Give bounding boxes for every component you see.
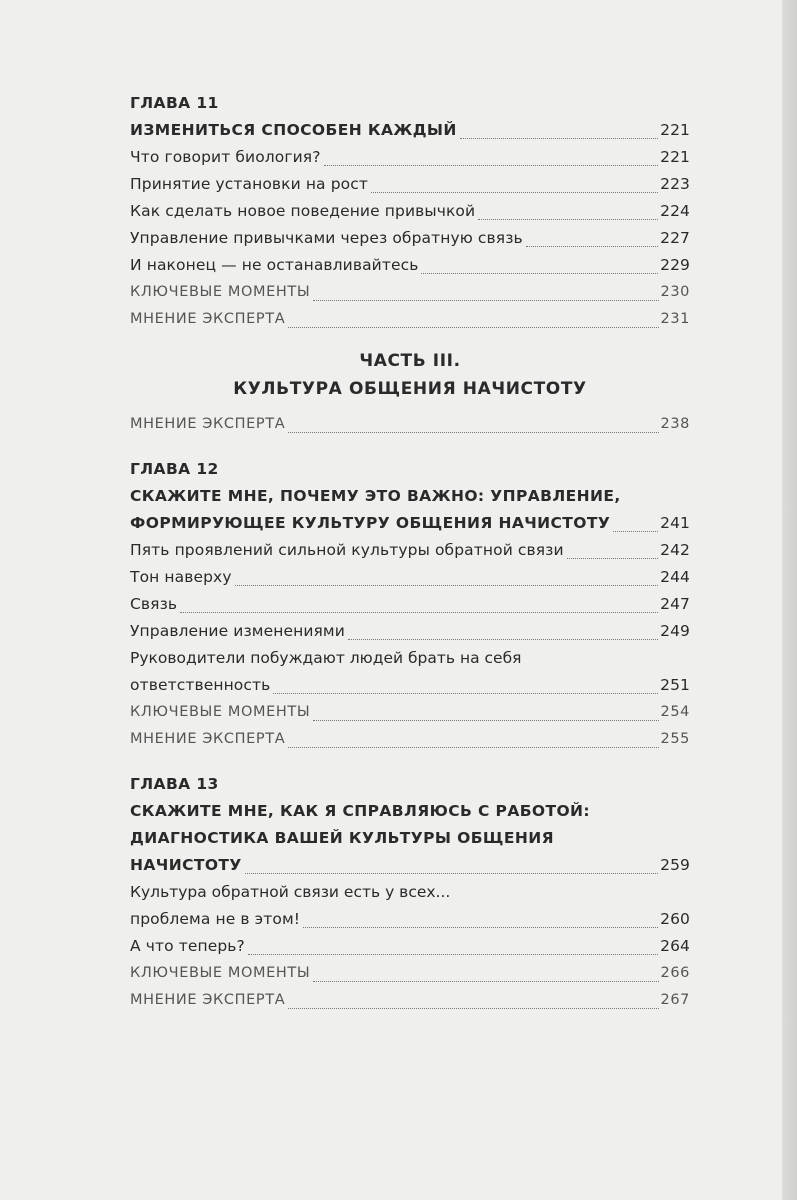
page-number: 247 (660, 595, 690, 613)
dot-leader (273, 693, 658, 694)
dot-leader (313, 981, 658, 982)
dot-leader (348, 639, 658, 640)
page-number: 221 (660, 121, 690, 139)
page-number: 227 (660, 229, 690, 247)
toc-expert-opinion[interactable] (130, 411, 690, 438)
dot-leader (313, 300, 658, 301)
page-number: 251 (660, 676, 690, 694)
toc-entry-text: МНЕНИЕ ЭКСПЕРТА (130, 416, 286, 432)
toc-chapter-title-line[interactable]: СКАЖИТЕ МНЕ, КАК Я СПРАВЛЯЮСЬ С РАБОТОЙ: (130, 802, 591, 820)
dot-leader (288, 747, 658, 748)
page-number: 259 (660, 856, 690, 874)
toc-expert-opinion[interactable] (130, 726, 690, 753)
toc-title-text: ИЗМЕНИТЬСЯ СПОСОБЕН КАЖДЫЙ (130, 121, 457, 139)
chapter-label: ГЛАВА 13 (130, 775, 219, 793)
toc-entry-text: МНЕНИЕ ЭКСПЕРТА (130, 731, 286, 747)
page-number: 242 (660, 541, 690, 559)
page-number: 238 (660, 416, 690, 432)
toc-entry-text: Управление изменениями (130, 622, 345, 640)
toc-entry[interactable] (130, 618, 690, 645)
toc-entry-text: МНЕНИЕ ЭКСПЕРТА (130, 992, 286, 1008)
table-of-contents (130, 90, 690, 1014)
toc-expert-opinion[interactable] (130, 306, 690, 333)
page-number: 264 (660, 937, 690, 955)
toc-entry-text: Пять проявлений сильной культуры обратной связи (130, 541, 564, 559)
toc-chapter-title[interactable] (130, 117, 690, 144)
toc-entry-text: А что теперь? (130, 937, 245, 955)
page-edge (782, 0, 797, 1200)
toc-entry[interactable] (130, 591, 690, 618)
toc-chapter-title[interactable] (130, 852, 690, 879)
chapter-label: ГЛАВА 11 (130, 94, 219, 112)
toc-entry[interactable] (130, 252, 690, 279)
toc-entry-text: Принятие установки на рост (130, 175, 368, 193)
dot-leader (371, 192, 658, 193)
page-number: 223 (660, 175, 690, 193)
toc-entry-text: Тон наверху (130, 568, 232, 586)
toc-entry[interactable] (130, 171, 690, 198)
toc-key-points[interactable] (130, 699, 690, 726)
page-number: 221 (660, 148, 690, 166)
toc-title-text: НАЧИСТОТУ (130, 856, 242, 874)
dot-leader (324, 165, 659, 166)
toc-chapter-title-line[interactable]: ДИАГНОСТИКА ВАШЕЙ КУЛЬТУРЫ ОБЩЕНИЯ (130, 829, 554, 847)
toc-entry-text: КЛЮЧЕВЫЕ МОМЕНТЫ (130, 965, 311, 981)
toc-entry-text: проблема не в этом! (130, 910, 301, 928)
dot-leader (421, 273, 658, 274)
dot-leader (313, 720, 658, 721)
dot-leader (180, 612, 658, 613)
toc-entry-line[interactable]: Руководители побуждают людей брать на себя (130, 649, 522, 667)
toc-key-points[interactable] (130, 960, 690, 987)
page-number: 267 (660, 992, 690, 1008)
dot-leader (248, 954, 658, 955)
toc-entry-text: КЛЮЧЕВЫЕ МОМЕНТЫ (130, 704, 311, 720)
toc-expert-opinion[interactable] (130, 987, 690, 1014)
dot-leader (288, 432, 658, 433)
page-number: 255 (660, 731, 690, 747)
toc-entry[interactable] (130, 906, 690, 933)
page-number: 224 (660, 202, 690, 220)
toc-entry-text: КЛЮЧЕВЫЕ МОМЕНТЫ (130, 284, 311, 300)
toc-entry-text: Как сделать новое поведение привычкой (130, 202, 476, 220)
toc-entry[interactable] (130, 672, 690, 699)
dot-leader (288, 1008, 658, 1009)
page-number: 266 (660, 965, 690, 981)
page-number: 260 (660, 910, 690, 928)
toc-entry-text: МНЕНИЕ ЭКСПЕРТА (130, 311, 286, 327)
toc-title-text: ФОРМИРУЮЩЕЕ КУЛЬТУРУ ОБЩЕНИЯ НАЧИСТОТУ (130, 514, 611, 532)
toc-entry[interactable] (130, 198, 690, 225)
page-number: 231 (660, 311, 690, 327)
page-number: 249 (660, 622, 690, 640)
toc-key-points[interactable] (130, 279, 690, 306)
dot-leader (526, 246, 658, 247)
toc-entry-text: И наконец — не останавливайтесь (130, 256, 419, 274)
dot-leader (303, 927, 658, 928)
toc-entry-text: ответственность (130, 676, 271, 694)
toc-entry[interactable] (130, 933, 690, 960)
dot-leader (288, 327, 658, 328)
chapter-label: ГЛАВА 12 (130, 460, 219, 478)
page-number: 229 (660, 256, 690, 274)
toc-entry-text: Связь (130, 595, 178, 613)
toc-entry[interactable] (130, 564, 690, 591)
toc-entry-text: Управление привычками через обратную связь (130, 229, 523, 247)
page-number: 241 (660, 514, 690, 532)
dot-leader (235, 585, 659, 586)
dot-leader (567, 558, 658, 559)
part-heading: ЧАСТЬ III. (359, 351, 461, 371)
toc-entry[interactable] (130, 225, 690, 252)
part-title: КУЛЬТУРА ОБЩЕНИЯ НАЧИСТОТУ (233, 379, 587, 399)
page-number: 254 (660, 704, 690, 720)
toc-entry-text: Что говорит биология? (130, 148, 321, 166)
toc-entry-line[interactable]: Культура обратной связи есть у всех... (130, 883, 451, 901)
toc-entry[interactable] (130, 144, 690, 171)
toc-chapter-title-line[interactable]: СКАЖИТЕ МНЕ, ПОЧЕМУ ЭТО ВАЖНО: УПРАВЛЕНИЕ, (130, 487, 621, 505)
dot-leader (478, 219, 658, 220)
page-number: 244 (660, 568, 690, 586)
dot-leader (245, 873, 658, 874)
dot-leader (613, 531, 658, 532)
toc-chapter-title[interactable] (130, 510, 690, 537)
page-number: 230 (660, 284, 690, 300)
toc-entry[interactable] (130, 537, 690, 564)
dot-leader (460, 138, 658, 139)
